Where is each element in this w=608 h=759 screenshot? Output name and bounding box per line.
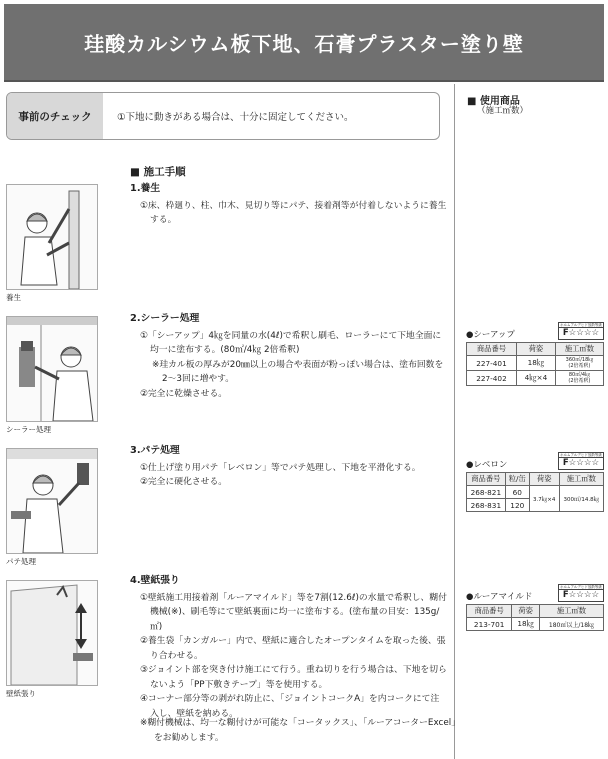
product-table <box>466 342 604 386</box>
illustration-putty <box>6 448 98 554</box>
products-subtitle: （施工㎡数） <box>477 106 529 116</box>
step-title: 1.養生 <box>130 183 161 194</box>
step-sealer <box>130 312 448 401</box>
procedure-title: ■ 施工手順 <box>130 166 186 178</box>
fstar-caption: ホルムアルデヒド放散等級 <box>560 585 602 589</box>
step-line: ①壁紙施工用接着剤「ルーアマイルド」等を7割(12.6ℓ)の水量で希釈し、糊付機械(※)、刷毛等にて壁紙裏面に均一に塗布する。(塗布量の目安：135g/㎡) <box>140 592 447 632</box>
header-cell: 施工㎡数 <box>555 343 603 356</box>
illustration-wallpaper <box>6 580 98 686</box>
step-line: ①「シーアップ」4㎏を同量の水(4ℓ)で希釈し刷毛、ローラーにて下地全面に均一に塗布する。(80㎡/4㎏ 2倍希釈) <box>140 330 442 355</box>
pack-cell: 4㎏×4 <box>516 371 555 386</box>
area-note: (2倍希釈) <box>568 378 591 384</box>
pack-cell: 18㎏ <box>512 618 540 631</box>
step-line: ②養生袋「カンガルー」内で、壁紙に適合したオープンタイムを取った後、張り合わせる。 <box>140 636 446 661</box>
area-cell <box>555 371 603 386</box>
step-note: ※珪カル板の厚みが20㎜以上の場合や表面が粉っぽい場合は、塗布回数を2～3回に増やす。 <box>152 359 444 384</box>
fstar-badge <box>558 322 604 340</box>
fstar-label: F☆☆☆☆ <box>562 458 600 468</box>
step-title: 3.パテ処理 <box>130 445 180 456</box>
code-cell: 268-831 <box>467 499 506 512</box>
step-line: ④コーナー部分等の剥がれ防止に、「ジョイントコークA」を内コークにて注入し、壁紙を納める。 <box>140 694 440 719</box>
area-cell: 180㎡以上/18㎏ <box>539 618 603 631</box>
product-table <box>466 604 604 631</box>
step-line: ③ジョイント部を突き付け施工にて行う。重ね切りを行う場合は、下地を切らないよう「PP下敷きテープ」等を使用する。 <box>140 665 447 690</box>
fstar-label: F☆☆☆☆ <box>562 590 600 600</box>
step-wallpaper <box>130 574 448 721</box>
caption-curing: 養生 <box>6 293 21 302</box>
product-table <box>466 472 604 512</box>
page-title: 珪酸カルシウム板下地、石膏プラスター塗り壁 <box>84 31 524 56</box>
product-name: ●ルーアマイルド <box>466 592 533 602</box>
fstar-badge <box>558 452 604 470</box>
step-line: ①仕上げ塗り用パテ「レベロン」等でパテ処理し、下地を平滑化する。 <box>140 462 421 473</box>
pack-cell: 3.7㎏×4 <box>529 486 559 512</box>
table-row <box>467 356 604 371</box>
area-note: (2倍希釈) <box>568 363 591 369</box>
area-value: 360㎡/18㎏ <box>565 357 594 363</box>
precheck-label: 事前のチェック <box>7 93 103 139</box>
product-seaup <box>466 322 604 386</box>
product-ruamild <box>466 584 604 631</box>
table-row <box>467 486 604 499</box>
step-putty <box>130 444 448 490</box>
fstar-caption: ホルムアルデヒド放散等級 <box>560 323 602 327</box>
area-cell: 300㎡/14.8㎏ <box>559 486 603 512</box>
count-cell: 120 <box>505 499 529 512</box>
count-cell: 60 <box>505 486 529 499</box>
illustration-curing <box>6 184 98 290</box>
products-title: ■ 使用商品 <box>467 96 520 107</box>
illustration-sealer <box>6 316 98 422</box>
fstar-badge <box>558 584 604 602</box>
header-cell: 施工㎡数 <box>559 473 603 486</box>
code-cell: 227-402 <box>467 371 517 386</box>
step-line: ①床、枠廻り、柱、巾木、見切り等にパテ、接着剤等が付着しないように養生する。 <box>140 200 447 225</box>
caption-sealer: シーラー処理 <box>6 425 51 434</box>
precheck-text: ①下地に動きがある場合は、十分に固定してください。 <box>117 112 354 123</box>
code-cell: 268-821 <box>467 486 506 499</box>
table-row <box>467 618 604 631</box>
fstar-caption: ホルムアルデヒド放散等級 <box>560 453 602 457</box>
step-title: 4.壁紙張り <box>130 575 180 586</box>
fstar-label: F☆☆☆☆ <box>562 328 600 338</box>
step-curing <box>130 182 448 228</box>
area-value: 80㎡/4㎏ <box>568 372 591 378</box>
header-cell: 商品番号 <box>467 343 517 356</box>
header-cell: 粒/缶 <box>505 473 529 486</box>
header-cell: 商品番号 <box>467 473 506 486</box>
header-cell: 施工㎡数 <box>539 605 603 618</box>
step-title: 2.シーラー処理 <box>130 313 200 324</box>
product-name: ●レベロン <box>466 460 508 470</box>
code-cell: 213-701 <box>467 618 512 631</box>
header-cell: 荷姿 <box>529 473 559 486</box>
caption-putty: パテ処理 <box>6 557 36 566</box>
machine-note: ※糊付機械は、均一な糊付けが可能な「コータックス」、「ルーアコーターExcel」をお勧めします。 <box>140 718 461 743</box>
page-header <box>4 4 604 82</box>
product-name: ●シーアップ <box>466 330 515 340</box>
step-line: ②完全に乾燥させる。 <box>140 388 228 399</box>
product-levelon <box>466 452 604 512</box>
code-cell: 227-401 <box>467 356 517 371</box>
header-cell: 商品番号 <box>467 605 512 618</box>
area-cell <box>555 356 603 371</box>
column-divider <box>454 84 455 759</box>
precheck-box <box>6 92 440 140</box>
header-cell: 荷姿 <box>516 343 555 356</box>
table-row <box>467 371 604 386</box>
header-cell: 荷姿 <box>512 605 540 618</box>
step-line: ②完全に硬化させる。 <box>140 477 228 487</box>
caption-wallpaper: 壁紙張り <box>6 689 36 698</box>
pack-cell: 18㎏ <box>516 356 555 371</box>
